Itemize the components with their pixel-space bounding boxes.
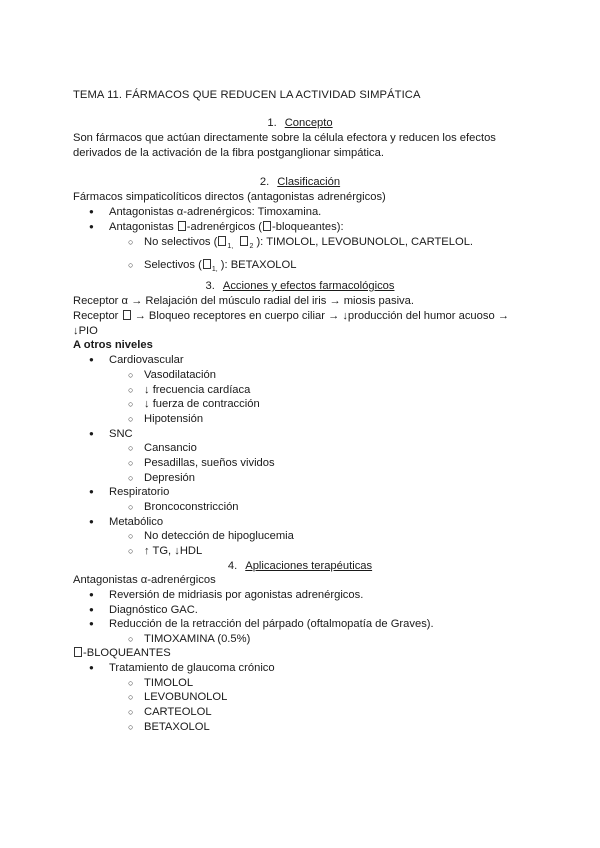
sel-post-text: ): BETAXOLOL (220, 259, 297, 271)
beta-pre-text: Antagonistas (109, 221, 177, 233)
beta-post-text: -adrenérgicos ( (186, 221, 263, 233)
missing-glyph-icon (203, 259, 211, 269)
selectivos-item (144, 258, 296, 278)
missing-glyph-icon (263, 221, 271, 231)
receptor-alpha-line: Receptor α → Relajación del músculo radial del iris → miosis pasiva. (73, 295, 414, 307)
group-cardiovascular: ● Cardiovascular (109, 353, 184, 368)
list-item: ○ ↑ TG, ↓HDL (144, 544, 202, 559)
aplicaciones-alpha-head: Antagonistas α-adrenérgicos (73, 574, 216, 586)
group-snc: ● SNC (109, 427, 133, 442)
section-heading-clasificacion (0, 175, 600, 190)
list-item: ○ Hipotensión (144, 412, 203, 427)
section-label: Clasificación (277, 176, 341, 188)
list-item: ● Reducción de la retracción del párpado (oftalmopatía de Graves). (109, 617, 434, 632)
list-item: ○ Depresión (144, 471, 195, 486)
section-heading-concepto (0, 116, 600, 131)
section-number: 2. (259, 176, 270, 188)
list-item: ○ Vasodilatación (144, 368, 216, 383)
section-number: 4. (227, 560, 238, 572)
section-label: Concepto (284, 117, 333, 129)
missing-glyph-icon (178, 221, 186, 231)
list-item: ● Tratamiento de glaucoma crónico (109, 661, 275, 676)
sel-sub: 1, (211, 266, 218, 273)
aplicaciones-beta-head (73, 646, 171, 661)
concepto-line-1: Son fármacos que actúan directamente sobre la célula efectora y reducen los efectos (73, 132, 496, 144)
beta-antagonists-item (109, 220, 344, 235)
group-respiratorio: ● Respiratorio (109, 485, 169, 500)
document-title: TEMA 11. FÁRMACOS QUE REDUCEN LA ACTIVIDAD SIMPÁTICA (73, 89, 421, 101)
list-item: ○ No detección de hipoglucemia (144, 529, 294, 544)
list-item: ○ LEVOBUNOLOL (144, 690, 227, 705)
missing-glyph-icon (218, 236, 226, 246)
section-number: 1. (267, 117, 277, 129)
missing-glyph-icon (74, 647, 82, 657)
clasificacion-intro: Fármacos simpaticolíticos directos (antagonistas adrenérgicos) (73, 191, 386, 203)
concepto-line-2: derivados de la activación de la fibra postganglionar simpática. (73, 147, 384, 159)
nosel-sub2: 2 (249, 243, 254, 250)
otros-niveles-heading: A otros niveles (73, 339, 153, 351)
list-item: ○ Cansancio (144, 441, 197, 456)
nosel-sub1: 1, (227, 243, 234, 250)
section-heading-aplicaciones (0, 559, 600, 574)
receptor-beta-pre: Receptor (73, 310, 122, 322)
list-item: ○ ↓ frecuencia cardíaca (144, 383, 250, 398)
receptor-beta-line (73, 309, 509, 324)
section-label: Acciones y efectos farmacológicos (222, 280, 395, 292)
list-item: ● Reversión de midriasis por agonistas adrenérgicos. (109, 588, 363, 603)
nosel-post-text: ): TIMOLOL, LEVOBUNOLOL, CARTELOL. (256, 236, 474, 248)
beta-head-text: -BLOQUEANTES (83, 647, 171, 659)
beta-post2-text: -bloqueantes): (272, 221, 344, 233)
receptor-beta-cont: ↓PIO (73, 325, 98, 337)
sel-pre-text: Selectivos ( (144, 259, 202, 271)
alpha-antagonists-item: ● Antagonistas α-adrenérgicos: Timoxamina. (109, 205, 321, 220)
list-item: ○ Pesadillas, sueños vividos (144, 456, 275, 471)
receptor-beta-post: → Bloqueo receptores en cuerpo ciliar → ↓producción del humor acuoso → (131, 310, 509, 322)
section-number: 3. (205, 280, 215, 292)
nosel-pre-text: No selectivos ( (144, 236, 218, 248)
list-item: ○ TIMOLOL (144, 676, 193, 691)
list-item: ○ BETAXOLOL (144, 720, 210, 735)
section-heading-acciones (0, 279, 600, 294)
no-selectivos-item (144, 235, 473, 255)
group-metabolico: ● Metabólico (109, 515, 163, 530)
list-item: ○ ↓ fuerza de contracción (144, 397, 260, 412)
list-item: ○ TIMOXAMINA (0.5%) (144, 632, 250, 647)
missing-glyph-icon (240, 236, 248, 246)
section-label: Aplicaciones terapéuticas (245, 560, 373, 572)
missing-glyph-icon (123, 310, 131, 320)
list-item: ● Diagnóstico GAC. (109, 603, 198, 618)
list-item: ○ Broncoconstricción (144, 500, 239, 515)
list-item: ○ CARTEOLOL (144, 705, 212, 720)
